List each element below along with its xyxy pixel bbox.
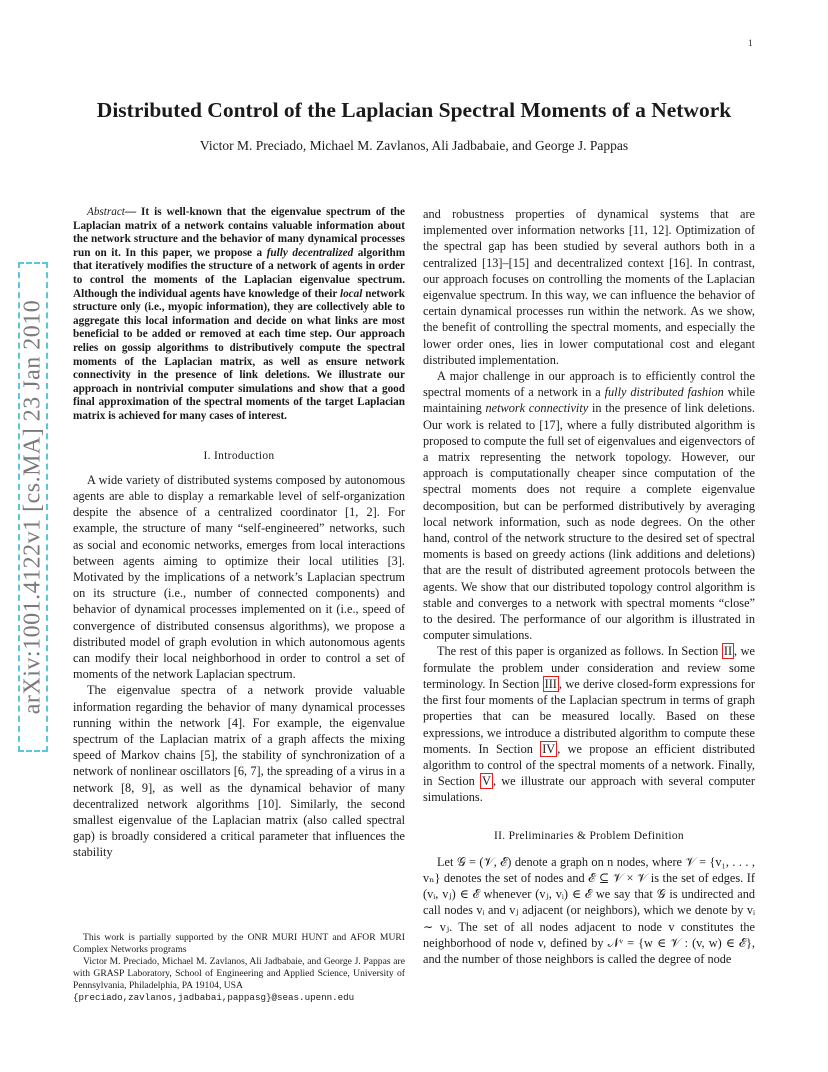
abstract: Abstract— It is well-known that the eigenvalue spectrum of the Laplacian matrix of a network contains valuable information about the network structure and the behavior of many dynamical processes run on it. In this paper, we propose a fully decentralized algorithm that iteratively modifies the structure of a network of agents in order to control the moments of the Laplacian eigenvalue spectrum. Although the individual agents have knowledge of their local network structure only (i.e., myopic information), they are collectively able to aggregate this local information and decide on what links are most beneficial to be added or removed at each time step. Our approach relies on gossip algorithms to distributively compute the spectral moments of the Laplacian matrix, as well as ensure network connectivity in the presence of link deletions. We illustrate our approach in nontrivial computer simulations and show that a good final approximation of the spectral moments of the target Laplacian matrix is achieved for many cases of interest. [73,206,406,422]
footnotes [73,932,405,1004]
paragraph: A wide variety of distributed systems composed by autonomous agents are able to display a remarkable level of self-organization despite the absence of a centralized coordinator [1, 2]. For example, the structure of many “self-engineered” networks, such as social and economic networks, emerges from local interactions between agents aiming to optimize their local utilities [3]. Motivated by the implications of a network’s Laplacian spectrum on its structure (i.e., number of connected components) and behavior of dynamical processes implemented on it (i.e., speed of convergence of distributed consensus algorithms), we propose a distributed model of graph evolution in which autonomous agents can modify their local neighborhood in order to control a set of moments of the network Laplacian spectrum. [73,472,405,682]
paragraph: and robustness properties of dynamical systems that are implemented over information networks [11, 12]. Optimization of the spectral gap has been studied by several authors both in a centralized [13]–[15] and decentralized context [16]. In contrast, our approach focuses on controlling the moments of the Laplacian eigenvalue spectrum. In this way, we can influence the behavior of certain dynamical processes run within the network. As we show, the benefit of controlling the spectral moments, and especially the lower order ones, lies in lower computational cost and elegant distributed implementation. [423,207,755,367]
section-heading-introduction: I. Introduction [203,449,275,462]
footnote-email[interactable]: {preciado,zavlanos,jadbabai,pappasg}@seas.upenn.edu [73,992,355,1003]
section-link-iv[interactable]: IV [542,741,556,756]
section-link-iii[interactable]: III [544,676,557,691]
section-link-ii[interactable]: II [723,644,733,659]
paragraph: Let 𝒢 = (𝒱, ℰ) denote a graph on n nodes, where 𝒱 = {v₁, . . . , vₙ} denotes the set of nodes and ℰ ⊆ 𝒱 × 𝒱 is the set of edges. If (vᵢ, vⱼ) ∈ ℰ whenever (vⱼ, vᵢ) ∈ ℰ we say that 𝒢 is undirected and call nodes vᵢ and vⱼ adjacent (or neighbors), which we denote by vᵢ ∼ vⱼ. The set of all nodes adjacent to node v constitutes the neighborhood of node v, defined by 𝒩ᵛ = {w ∈ 𝒱 : (v, w) ∈ ℰ}, and the number of those neighbors is called the degree of node [423,854,755,966]
page-number: 1 [748,38,753,48]
left-column [73,206,405,861]
arxiv-stamp[interactable] [18,262,48,752]
footnote-funding: This work is partially supported by the ONR MURI HUNT and AFOR MURI Complex Networks programs [73,932,405,955]
section-link-v[interactable]: V [482,774,491,789]
paragraph: A major challenge in our approach is to efficiently control the spectral moments of a network in a fully distributed fashion while maintaining network connectivity in the presence of link deletions. Our work is related to [17], where a fully distributed algorithm is proposed to compute the full set of eigenvalues and eigenvectors of a matrix representing the network topology. However, our approach is computationally cheaper since computation of the spectral moments does not require a complete eigenvalue decomposition, but can be performed distributively by averaging local network information, such as node degrees. On the other hand, control of the network structure to the desired set of spectral moments is based on greedy actions (link additions and deletions) that are the result of distributed agreement protocols between the agents. We show that our distributed topology control algorithm is stable and converges to a network with spectral moments “close” to the desired. The performance of our algorithm is illustrated in computer simulations. [423,369,755,643]
paragraph: The rest of this paper is organized as follows. In Section II , we formulate the problem under consideration and review some terminology. In Section III , we derive closed-form expressions for the first four moments of the Laplacian spectrum in terms of graph properties that can be measured locally. Based on these expressions, we introduce a distributed algorithm to compute these moments. In Section IV , we propose an efficient distributed algorithm to control of the spectral moments of a network. Finally, in Section V , we illustrate our approach with several computer simulations. [423,644,755,805]
footnote-affiliation: Victor M. Preciado, Michael M. Zavlanos, Ali Jadbabaie, and George J. Pappas are with GRASP Laboratory, School of Engineering and Applied Science, University of Pennsylvania, Philadelphia, PA 19104, USA [73,956,405,991]
paper-authors: Victor M. Preciado, Michael M. Zavlanos, Ali Jadbabaie, and George J. Pappas [199,138,629,153]
section-heading-preliminaries: II. Preliminaries & Problem Definition [494,829,684,842]
right-column [423,206,755,967]
abstract-label: Abstract [87,206,125,218]
paragraph: The eigenvalue spectra of a network provide valuable information regarding the behavior of many dynamical processes running within the network [4]. For example, the eigenvalue spectrum of the Laplacian matrix of a graph affects the mixing speed of Markov chains [5], the stability of synchronization of a network of nonlinear oscillators [6, 7], the spreading of a virus in a network [8, 9], as well as the dynamical behavior of many decentralized network algorithms [10]. Similarly, the second smallest eigenvalue of the Laplacian matrix (also called spectral gap) is broadly considered a critical parameter that influences the stability [73,683,405,860]
arxiv-id: arXiv:1001.4122v1 [cs.MA] 23 Jan 2010 [19,299,46,715]
paper-title: Distributed Control of the Laplacian Spectral Moments of a Network [96,98,732,122]
